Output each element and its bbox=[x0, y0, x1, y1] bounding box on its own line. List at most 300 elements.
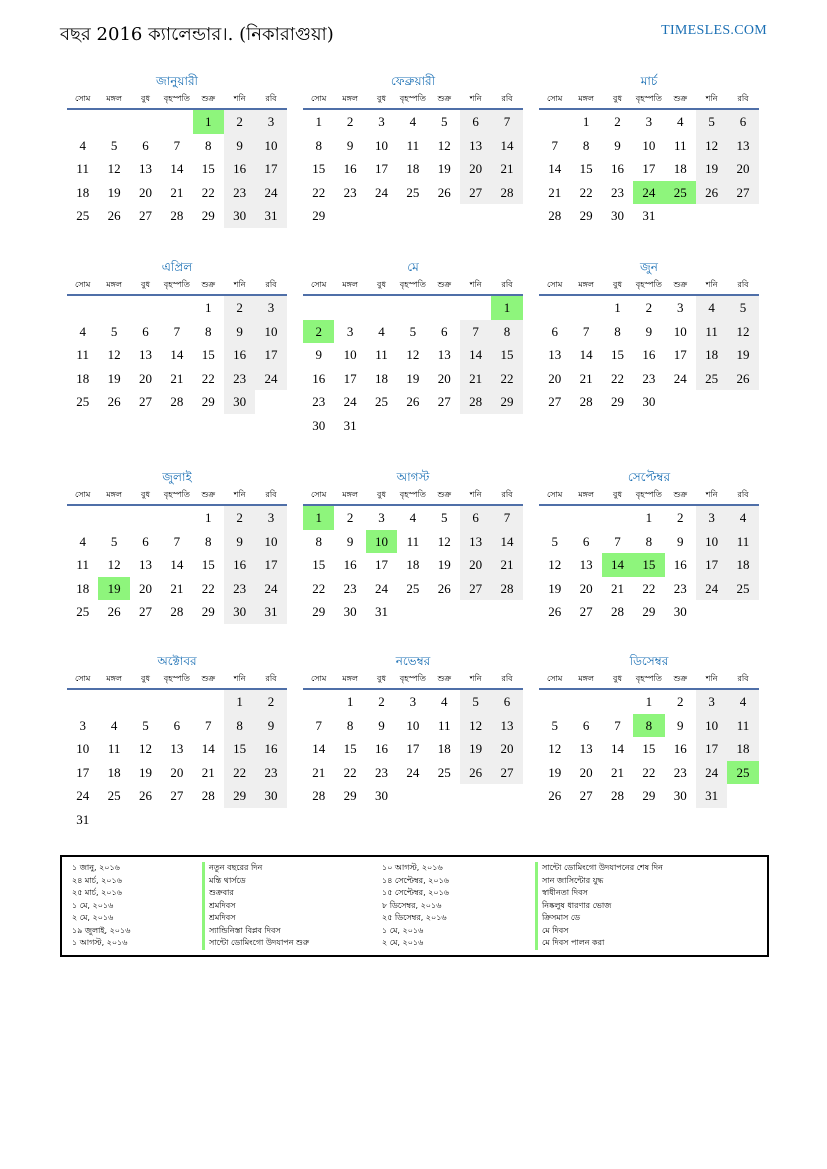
day-cell[interactable]: 13 bbox=[138, 161, 152, 176]
day-cell[interactable]: 19 bbox=[406, 370, 420, 386]
day-cell[interactable]: 25 bbox=[437, 764, 451, 780]
day-cell[interactable]: 8 bbox=[491, 320, 522, 344]
day-cell[interactable]: 23 bbox=[343, 580, 357, 596]
day-cell[interactable]: 19 bbox=[727, 343, 758, 367]
day-cell[interactable]: 7 bbox=[582, 323, 590, 339]
day-cell[interactable]: 16 bbox=[224, 553, 255, 577]
day-cell[interactable]: 30 bbox=[312, 417, 326, 433]
day-cell[interactable]: 11 bbox=[406, 533, 420, 549]
day-cell[interactable]: 21 bbox=[579, 370, 593, 386]
day-cell[interactable]: 29 bbox=[312, 604, 326, 619]
day-cell[interactable]: 30 bbox=[224, 390, 255, 414]
day-cell[interactable]: 19 bbox=[696, 157, 727, 181]
day-cell[interactable]: 14 bbox=[579, 347, 593, 362]
day-cell[interactable]: 26 bbox=[437, 580, 451, 596]
day-cell[interactable]: 7 bbox=[491, 506, 522, 530]
day-cell[interactable]: 25 bbox=[76, 394, 90, 409]
day-cell[interactable]: 29 bbox=[642, 604, 656, 619]
day-cell[interactable]: 30 bbox=[642, 394, 656, 409]
day-cell[interactable]: 7 bbox=[173, 323, 181, 339]
day-cell[interactable]: 20 bbox=[460, 553, 491, 577]
day-cell[interactable]: 21 bbox=[170, 580, 184, 596]
day-cell[interactable]: 10 bbox=[696, 714, 727, 738]
day-cell[interactable]: 6 bbox=[460, 110, 491, 134]
day-cell[interactable]: 3 bbox=[645, 114, 653, 129]
day-cell[interactable]: 24 bbox=[343, 394, 357, 409]
day-cell[interactable]: 1 bbox=[303, 506, 334, 530]
day-cell[interactable]: 1 bbox=[645, 694, 653, 709]
day-cell[interactable]: 23 bbox=[343, 184, 357, 200]
day-cell[interactable]: 27 bbox=[579, 788, 593, 803]
day-cell[interactable]: 17 bbox=[76, 764, 90, 780]
day-cell[interactable]: 5 bbox=[110, 533, 118, 549]
day-cell[interactable]: 22 bbox=[642, 580, 656, 596]
day-cell[interactable]: 22 bbox=[343, 764, 357, 780]
day-cell[interactable]: 15 bbox=[491, 343, 522, 367]
day-cell[interactable]: 24 bbox=[696, 577, 727, 601]
day-cell[interactable]: 14 bbox=[312, 741, 326, 756]
day-cell[interactable]: 24 bbox=[76, 788, 90, 803]
day-cell[interactable]: 18 bbox=[76, 370, 90, 386]
day-cell[interactable]: 3 bbox=[409, 694, 417, 709]
day-cell[interactable]: 8 bbox=[224, 714, 255, 738]
day-cell[interactable]: 18 bbox=[374, 370, 388, 386]
day-cell[interactable]: 27 bbox=[548, 394, 562, 409]
day-cell[interactable]: 2 bbox=[378, 694, 385, 709]
day-cell[interactable]: 28 bbox=[610, 604, 624, 619]
day-cell[interactable]: 17 bbox=[696, 737, 727, 761]
day-cell[interactable]: 8 bbox=[633, 714, 664, 738]
day-cell[interactable]: 11 bbox=[727, 714, 758, 738]
day-cell[interactable]: 10 bbox=[255, 530, 286, 554]
day-cell[interactable]: 17 bbox=[343, 370, 357, 386]
day-cell[interactable]: 29 bbox=[610, 394, 624, 409]
day-cell[interactable]: 21 bbox=[170, 370, 184, 386]
day-cell[interactable]: 2 bbox=[346, 510, 354, 525]
day-cell[interactable]: 26 bbox=[138, 788, 152, 803]
day-cell[interactable]: 30 bbox=[673, 788, 687, 803]
day-cell[interactable]: 8 bbox=[205, 533, 212, 549]
day-cell[interactable]: 27 bbox=[138, 208, 152, 223]
day-cell[interactable]: 20 bbox=[138, 184, 152, 200]
day-cell[interactable]: 15 bbox=[343, 741, 357, 756]
day-cell[interactable]: 8 bbox=[205, 323, 212, 339]
day-cell[interactable]: 6 bbox=[173, 717, 181, 733]
day-cell[interactable]: 18 bbox=[406, 161, 420, 176]
day-cell[interactable]: 3 bbox=[346, 323, 354, 339]
day-cell[interactable]: 22 bbox=[491, 367, 522, 391]
day-cell[interactable]: 14 bbox=[548, 161, 562, 176]
day-cell[interactable]: 23 bbox=[255, 761, 286, 785]
day-cell[interactable]: 14 bbox=[170, 347, 184, 362]
day-cell[interactable]: 12 bbox=[696, 134, 727, 158]
day-cell[interactable]: 6 bbox=[142, 533, 149, 549]
day-cell[interactable]: 20 bbox=[491, 737, 522, 761]
day-cell[interactable]: 20 bbox=[138, 370, 152, 386]
day-cell[interactable]: 4 bbox=[79, 323, 86, 339]
day-cell[interactable]: 29 bbox=[579, 208, 593, 223]
day-cell[interactable]: 17 bbox=[642, 161, 656, 176]
day-cell[interactable]: 17 bbox=[374, 161, 388, 176]
day-cell[interactable]: 17 bbox=[374, 557, 388, 572]
day-cell[interactable]: 4 bbox=[441, 694, 448, 709]
day-cell[interactable]: 28 bbox=[312, 788, 326, 803]
day-cell[interactable]: 1 bbox=[205, 510, 212, 525]
day-cell[interactable]: 15 bbox=[224, 737, 255, 761]
day-cell[interactable]: 20 bbox=[460, 157, 491, 181]
day-cell[interactable]: 4 bbox=[727, 690, 758, 714]
day-cell[interactable]: 22 bbox=[201, 580, 215, 596]
day-cell[interactable]: 1 bbox=[205, 300, 212, 315]
day-cell[interactable]: 14 bbox=[170, 161, 184, 176]
day-cell[interactable]: 29 bbox=[201, 604, 215, 619]
day-cell[interactable]: 31 bbox=[255, 204, 286, 228]
day-cell[interactable]: 20 bbox=[138, 580, 152, 596]
day-cell[interactable]: 2 bbox=[224, 506, 255, 530]
day-cell[interactable]: 31 bbox=[642, 208, 656, 223]
day-cell[interactable]: 13 bbox=[170, 741, 184, 756]
day-cell[interactable]: 21 bbox=[491, 157, 522, 181]
day-cell[interactable]: 1 bbox=[193, 110, 224, 134]
day-cell[interactable]: 18 bbox=[76, 580, 90, 596]
day-cell[interactable]: 6 bbox=[551, 323, 558, 339]
day-cell[interactable]: 26 bbox=[107, 208, 121, 223]
day-cell[interactable]: 15 bbox=[610, 347, 624, 362]
day-cell[interactable]: 23 bbox=[673, 580, 687, 596]
day-cell[interactable]: 15 bbox=[312, 161, 326, 176]
day-cell[interactable]: 31 bbox=[374, 604, 388, 619]
day-cell[interactable]: 14 bbox=[602, 553, 633, 577]
day-cell[interactable]: 4 bbox=[409, 510, 417, 525]
day-cell[interactable]: 28 bbox=[170, 604, 184, 619]
day-cell[interactable]: 6 bbox=[727, 110, 758, 134]
day-cell[interactable]: 13 bbox=[460, 530, 491, 554]
day-cell[interactable]: 18 bbox=[76, 184, 90, 200]
day-cell[interactable]: 2 bbox=[303, 320, 334, 344]
day-cell[interactable]: 25 bbox=[374, 394, 388, 409]
day-cell[interactable]: 15 bbox=[201, 347, 215, 362]
day-cell[interactable]: 29 bbox=[343, 788, 357, 803]
day-cell[interactable]: 22 bbox=[579, 184, 593, 200]
day-cell[interactable]: 1 bbox=[614, 300, 621, 315]
day-cell[interactable]: 27 bbox=[460, 577, 491, 601]
day-cell[interactable]: 2 bbox=[346, 114, 354, 129]
day-cell[interactable]: 17 bbox=[255, 553, 286, 577]
day-cell[interactable]: 25 bbox=[76, 604, 90, 619]
day-cell[interactable]: 11 bbox=[696, 320, 727, 344]
day-cell[interactable]: 22 bbox=[201, 370, 215, 386]
day-cell[interactable]: 13 bbox=[491, 714, 522, 738]
day-cell[interactable]: 21 bbox=[201, 764, 215, 780]
day-cell[interactable]: 13 bbox=[579, 557, 593, 572]
day-cell[interactable]: 7 bbox=[173, 137, 181, 153]
day-cell[interactable]: 4 bbox=[79, 533, 86, 549]
day-cell[interactable]: 5 bbox=[551, 533, 558, 549]
day-cell[interactable]: 11 bbox=[107, 741, 121, 756]
day-cell[interactable]: 9 bbox=[255, 714, 286, 738]
day-cell[interactable]: 8 bbox=[315, 533, 322, 549]
day-cell[interactable]: 22 bbox=[224, 761, 255, 785]
day-cell[interactable]: 29 bbox=[312, 208, 326, 223]
day-cell[interactable]: 29 bbox=[201, 208, 215, 223]
day-cell[interactable]: 5 bbox=[142, 717, 149, 733]
day-cell[interactable]: 12 bbox=[437, 137, 451, 153]
day-cell[interactable]: 17 bbox=[696, 553, 727, 577]
day-cell[interactable]: 12 bbox=[727, 320, 758, 344]
day-cell[interactable]: 17 bbox=[255, 157, 286, 181]
day-cell[interactable]: 18 bbox=[727, 553, 758, 577]
day-cell[interactable]: 25 bbox=[665, 181, 696, 205]
day-cell[interactable]: 23 bbox=[642, 370, 656, 386]
day-cell[interactable]: 15 bbox=[579, 161, 593, 176]
day-cell[interactable]: 26 bbox=[107, 394, 121, 409]
day-cell[interactable]: 27 bbox=[170, 788, 184, 803]
day-cell[interactable]: 15 bbox=[633, 553, 664, 577]
day-cell[interactable]: 9 bbox=[346, 137, 354, 153]
day-cell[interactable]: 19 bbox=[437, 557, 451, 572]
day-cell[interactable]: 1 bbox=[315, 114, 322, 129]
day-cell[interactable]: 4 bbox=[110, 717, 118, 733]
day-cell[interactable]: 10 bbox=[374, 137, 388, 153]
day-cell[interactable]: 5 bbox=[551, 717, 558, 733]
day-cell[interactable]: 5 bbox=[696, 110, 727, 134]
day-cell[interactable]: 15 bbox=[642, 741, 656, 756]
day-cell[interactable]: 22 bbox=[610, 370, 624, 386]
day-cell[interactable]: 26 bbox=[107, 604, 121, 619]
day-cell[interactable]: 29 bbox=[642, 788, 656, 803]
day-cell[interactable]: 8 bbox=[346, 717, 354, 733]
day-cell[interactable]: 26 bbox=[727, 367, 758, 391]
day-cell[interactable]: 25 bbox=[727, 761, 758, 785]
day-cell[interactable]: 28 bbox=[610, 788, 624, 803]
day-cell[interactable]: 24 bbox=[696, 761, 727, 785]
day-cell[interactable]: 7 bbox=[614, 533, 621, 549]
day-cell[interactable]: 14 bbox=[460, 343, 491, 367]
day-cell[interactable]: 12 bbox=[548, 741, 562, 756]
day-cell[interactable]: 27 bbox=[460, 181, 491, 205]
day-cell[interactable]: 28 bbox=[491, 577, 522, 601]
day-cell[interactable]: 15 bbox=[312, 557, 326, 572]
day-cell[interactable]: 4 bbox=[409, 114, 417, 129]
day-cell[interactable]: 23 bbox=[374, 764, 388, 780]
day-cell[interactable]: 24 bbox=[374, 580, 388, 596]
day-cell[interactable]: 26 bbox=[696, 181, 727, 205]
day-cell[interactable]: 24 bbox=[673, 370, 687, 386]
day-cell[interactable]: 6 bbox=[460, 506, 491, 530]
day-cell[interactable]: 13 bbox=[138, 347, 152, 362]
day-cell[interactable]: 12 bbox=[107, 161, 121, 176]
day-cell[interactable]: 30 bbox=[255, 784, 286, 808]
day-cell[interactable]: 23 bbox=[610, 184, 624, 200]
day-cell[interactable]: 7 bbox=[491, 110, 522, 134]
day-cell[interactable]: 26 bbox=[548, 604, 562, 619]
day-cell[interactable]: 22 bbox=[312, 184, 326, 200]
day-cell[interactable]: 15 bbox=[201, 161, 215, 176]
day-cell[interactable]: 16 bbox=[374, 741, 388, 756]
day-cell[interactable]: 17 bbox=[255, 343, 286, 367]
day-cell[interactable]: 5 bbox=[441, 114, 448, 129]
day-cell[interactable]: 16 bbox=[642, 347, 656, 362]
day-cell[interactable]: 4 bbox=[79, 137, 86, 153]
day-cell[interactable]: 19 bbox=[107, 370, 121, 386]
day-cell[interactable]: 14 bbox=[491, 134, 522, 158]
day-cell[interactable]: 28 bbox=[170, 394, 184, 409]
day-cell[interactable]: 10 bbox=[406, 717, 420, 733]
day-cell[interactable]: 7 bbox=[551, 137, 558, 153]
day-cell[interactable]: 20 bbox=[579, 764, 593, 780]
day-cell[interactable]: 21 bbox=[491, 553, 522, 577]
site-logo-text[interactable]: TIMESLES.COM bbox=[661, 23, 767, 38]
day-cell[interactable]: 26 bbox=[548, 788, 562, 803]
day-cell[interactable]: 24 bbox=[374, 184, 388, 200]
day-cell[interactable]: 12 bbox=[437, 533, 451, 549]
day-cell[interactable]: 12 bbox=[406, 347, 420, 362]
day-cell[interactable]: 8 bbox=[205, 137, 212, 153]
day-cell[interactable]: 16 bbox=[343, 557, 357, 572]
day-cell[interactable]: 20 bbox=[579, 580, 593, 596]
day-cell[interactable]: 19 bbox=[437, 161, 451, 176]
day-cell[interactable]: 7 bbox=[460, 320, 491, 344]
day-cell[interactable]: 11 bbox=[76, 347, 89, 362]
day-cell[interactable]: 27 bbox=[138, 604, 152, 619]
day-cell[interactable]: 2 bbox=[677, 510, 684, 525]
day-cell[interactable]: 21 bbox=[610, 580, 624, 596]
day-cell[interactable]: 10 bbox=[343, 347, 357, 362]
day-cell[interactable]: 22 bbox=[201, 184, 215, 200]
day-cell[interactable]: 14 bbox=[491, 530, 522, 554]
day-cell[interactable]: 30 bbox=[224, 600, 255, 624]
day-cell[interactable]: 14 bbox=[201, 741, 215, 756]
day-cell[interactable]: 1 bbox=[346, 694, 354, 709]
day-cell[interactable]: 13 bbox=[437, 347, 451, 362]
day-cell[interactable]: 25 bbox=[406, 580, 420, 596]
day-cell[interactable]: 1 bbox=[491, 296, 522, 320]
day-cell[interactable]: 18 bbox=[696, 343, 727, 367]
day-cell[interactable]: 14 bbox=[170, 557, 184, 572]
day-cell[interactable]: 28 bbox=[579, 394, 593, 409]
day-cell[interactable]: 7 bbox=[315, 717, 322, 733]
day-cell[interactable]: 18 bbox=[727, 737, 758, 761]
day-cell[interactable]: 25 bbox=[696, 367, 727, 391]
day-cell[interactable]: 7 bbox=[205, 717, 212, 733]
day-cell[interactable]: 13 bbox=[548, 347, 562, 362]
day-cell[interactable]: 12 bbox=[460, 714, 491, 738]
day-cell[interactable]: 30 bbox=[224, 204, 255, 228]
day-cell[interactable]: 23 bbox=[673, 764, 687, 780]
day-cell[interactable]: 17 bbox=[406, 741, 420, 756]
day-cell[interactable]: 21 bbox=[610, 764, 624, 780]
day-cell[interactable]: 24 bbox=[255, 577, 286, 601]
day-cell[interactable]: 9 bbox=[378, 717, 385, 733]
day-cell[interactable]: 28 bbox=[548, 208, 562, 223]
day-cell[interactable]: 20 bbox=[727, 157, 758, 181]
day-cell[interactable]: 10 bbox=[696, 530, 727, 554]
day-cell[interactable]: 6 bbox=[582, 533, 590, 549]
day-cell[interactable]: 12 bbox=[548, 557, 562, 572]
day-cell[interactable]: 3 bbox=[255, 110, 286, 134]
day-cell[interactable]: 10 bbox=[642, 137, 656, 153]
day-cell[interactable]: 19 bbox=[460, 737, 491, 761]
day-cell[interactable]: 9 bbox=[224, 320, 255, 344]
day-cell[interactable]: 11 bbox=[375, 347, 388, 362]
day-cell[interactable]: 16 bbox=[224, 343, 255, 367]
day-cell[interactable]: 13 bbox=[460, 134, 491, 158]
day-cell[interactable]: 9 bbox=[224, 134, 255, 158]
day-cell[interactable]: 23 bbox=[224, 367, 255, 391]
day-cell[interactable]: 11 bbox=[437, 717, 451, 733]
day-cell[interactable]: 3 bbox=[79, 717, 86, 733]
day-cell[interactable]: 9 bbox=[677, 533, 684, 549]
day-cell[interactable]: 9 bbox=[677, 717, 684, 733]
day-cell[interactable]: 16 bbox=[255, 737, 286, 761]
day-cell[interactable]: 27 bbox=[437, 394, 451, 409]
day-cell[interactable]: 29 bbox=[224, 784, 255, 808]
day-cell[interactable]: 13 bbox=[579, 741, 593, 756]
day-cell[interactable]: 4 bbox=[727, 506, 758, 530]
day-cell[interactable]: 8 bbox=[645, 533, 653, 549]
day-cell[interactable]: 16 bbox=[343, 161, 357, 176]
day-cell[interactable]: 26 bbox=[460, 761, 491, 785]
day-cell[interactable]: 18 bbox=[437, 741, 451, 756]
day-cell[interactable]: 9 bbox=[346, 533, 354, 549]
day-cell[interactable]: 18 bbox=[107, 764, 121, 780]
day-cell[interactable]: 30 bbox=[610, 208, 624, 223]
day-cell[interactable]: 29 bbox=[201, 394, 215, 409]
day-cell[interactable]: 16 bbox=[673, 557, 687, 572]
day-cell[interactable]: 5 bbox=[110, 323, 118, 339]
day-cell[interactable]: 23 bbox=[224, 181, 255, 205]
day-cell[interactable]: 9 bbox=[315, 347, 322, 362]
day-cell[interactable]: 9 bbox=[645, 323, 653, 339]
day-cell[interactable]: 13 bbox=[727, 134, 758, 158]
day-cell[interactable]: 10 bbox=[76, 741, 90, 756]
day-cell[interactable]: 3 bbox=[378, 114, 385, 129]
day-cell[interactable]: 26 bbox=[437, 184, 451, 200]
day-cell[interactable]: 22 bbox=[312, 580, 326, 596]
day-cell[interactable]: 7 bbox=[614, 717, 621, 733]
day-cell[interactable]: 6 bbox=[582, 717, 590, 733]
day-cell[interactable]: 25 bbox=[406, 184, 420, 200]
day-cell[interactable]: 5 bbox=[110, 137, 118, 153]
day-cell[interactable]: 14 bbox=[610, 741, 624, 756]
day-cell[interactable]: 10 bbox=[255, 134, 286, 158]
day-cell[interactable]: 28 bbox=[170, 208, 184, 223]
day-cell[interactable]: 9 bbox=[614, 137, 621, 153]
day-cell[interactable]: 28 bbox=[491, 181, 522, 205]
day-cell[interactable]: 30 bbox=[343, 604, 357, 619]
day-cell[interactable]: 27 bbox=[727, 181, 758, 205]
day-cell[interactable]: 12 bbox=[107, 347, 121, 362]
day-cell[interactable]: 19 bbox=[548, 764, 562, 780]
day-cell[interactable]: 24 bbox=[406, 764, 420, 780]
day-cell[interactable]: 3 bbox=[255, 296, 286, 320]
day-cell[interactable]: 2 bbox=[614, 114, 621, 129]
day-cell[interactable]: 31 bbox=[76, 811, 90, 827]
day-cell[interactable]: 18 bbox=[673, 161, 687, 176]
day-cell[interactable]: 3 bbox=[378, 510, 385, 525]
day-cell[interactable]: 25 bbox=[727, 577, 758, 601]
day-cell[interactable]: 13 bbox=[138, 557, 152, 572]
day-cell[interactable]: 11 bbox=[673, 137, 687, 153]
day-cell[interactable]: 3 bbox=[696, 506, 727, 530]
day-cell[interactable]: 23 bbox=[224, 577, 255, 601]
day-cell[interactable]: 6 bbox=[491, 690, 522, 714]
day-cell[interactable]: 10 bbox=[673, 323, 687, 339]
day-cell[interactable]: 30 bbox=[374, 788, 388, 803]
day-cell[interactable]: 2 bbox=[224, 296, 255, 320]
day-cell[interactable]: 19 bbox=[107, 184, 121, 200]
day-cell[interactable]: 4 bbox=[677, 114, 684, 129]
